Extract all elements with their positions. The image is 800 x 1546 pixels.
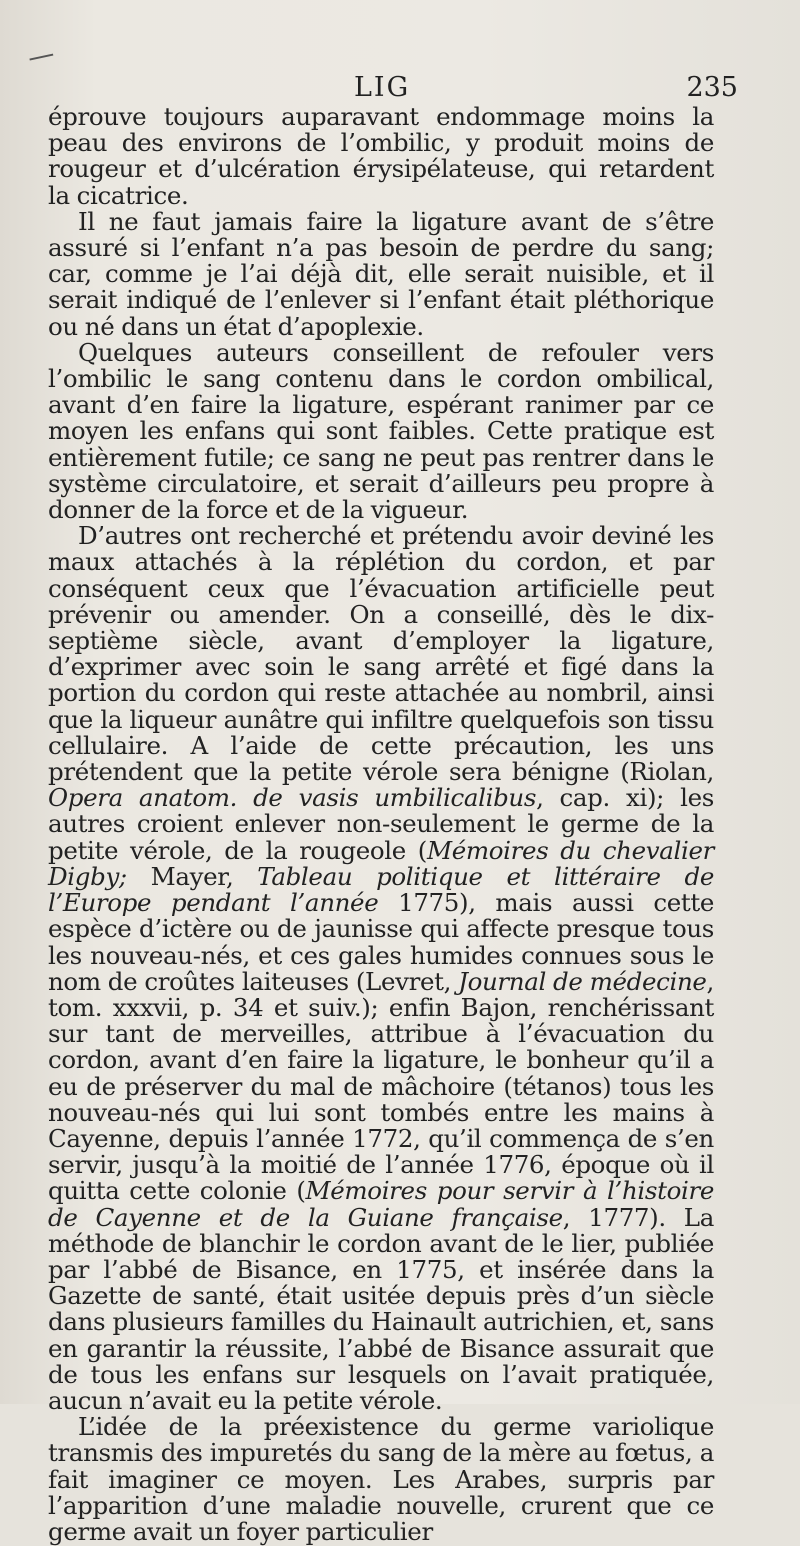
running-title: LIG <box>354 72 411 103</box>
citation-mayer: Tableau politique et littéraire de l’Europe pendant l’année <box>48 861 715 918</box>
citation-digby: Mémoires du chevalier Digby; <box>48 835 714 891</box>
text-segment: , cap. xi); les autres croient enlever non-seulement le germe de la petite vérole, de la rougeole ( <box>48 783 714 865</box>
paragraph-4 <box>48 523 714 1414</box>
ink-mark <box>29 54 54 67</box>
text-segment: 1775), mais aussi cette espèce d’ictère ou de jaunisse qui affecte presque tous les nouveau-nés, et ces gales humides connues sous le nom de croûtes laiteuses (Levret, <box>48 888 714 996</box>
text-segment: , 1777). La méthode de blanchir le cordon avant de le lier, publiée par l’abbé de Bisance, en 1775, et insérée dans la Gazette de santé, était usitée depuis près d’un siècle dans plusieurs familles du Hainault autrichien, et, sans en garantir la réussite, l’abbé de Bisance assurait que de tous les enfans sur lesquels on l’avait pratiquée, aucun n’avait eu la petite vérole. <box>48 1202 714 1415</box>
citation-levret: Journal de médecine <box>458 966 707 996</box>
page-number: 235 <box>686 72 738 103</box>
page-header <box>52 72 748 106</box>
paragraph-2: Il ne faut jamais faire la ligature avant de s’être assuré si l’enfant n’a pas besoin de perdre du sang; car, comme je l’ai déjà dit, elle serait nuisible, et il serait indiqué de l’enlever si l’enfant était pléthorique ou né dans un état d’apoplexie. <box>48 206 714 341</box>
citation-riolan: Opera anatom. de vasis umbilicalibus <box>48 783 537 813</box>
paragraph-1: éprouve toujours auparavant endommage moins la peau des environs de l’ombilic, y produit moins de rougeur et d’ulcération érysipélateuse, qui retardent la cicatrice. <box>48 102 714 210</box>
text-segment: Mayer, <box>126 861 258 891</box>
paragraph-5: L’idée de la préexistence du germe variolique transmis des impuretés du sang de la mère au fœtus, a fait imaginer ce moyen. Les Arabes, surpris par l’apparition d’une maladie nouvelle, crurent que ce germe avait un foyer particulier <box>48 1412 714 1546</box>
paragraph-3: Quelques auteurs conseillent de refouler vers l’ombilic le sang contenu dans le cordon ombilical, avant d’en faire la ligature, espérant ranimer par ce moyen les enfans qui sont faibles. Cette pratique est entièrement futile; ce sang ne peut pas rentrer dans le système circulatoire, et serait d’ailleurs peu propre à donner de la force et de la vigueur. <box>48 337 714 525</box>
text-segment: , tom. xxxvii, p. 34 et suiv.); enfin Bajon, renchérissant sur tant de merveilles, attribue à l’évacuation du cordon, avant d’en faire la ligature, le bonheur qu’il a eu de préserver du mal de mâchoire (tétanos) tous les nouveau-nés qui lui sont tombés entre les mains à Cayenne, depuis l’année 1772, qu’il commença de s’en servir, jusqu’à la moitié de l’année 1776, époque où il quitta cette colonie ( <box>48 966 714 1206</box>
citation-cayenne: Mémoires pour servir à l’histoire de Cayenne et de la Guiane française <box>48 1176 714 1232</box>
text-segment: D’autres ont recherché et prétendu avoir deviné les maux attachés à la réplétion du cordon, et par conséquent ceux que l’évacuation artificielle peut prévenir ou amender. On a conseillé, dès le dix-septième siècle, avant d’employer la ligature, d’exprimer avec soin le sang arrêté et figé dans la portion du cordon qui reste attachée au nombril, ainsi que la liqueur aunâtre qui infiltre quelquefois son tissu cellulaire. A l’aide de cette précaution, les uns prétendent que la petite vérole sera bénigne (Riolan, <box>48 521 714 787</box>
body-text <box>48 104 714 1545</box>
